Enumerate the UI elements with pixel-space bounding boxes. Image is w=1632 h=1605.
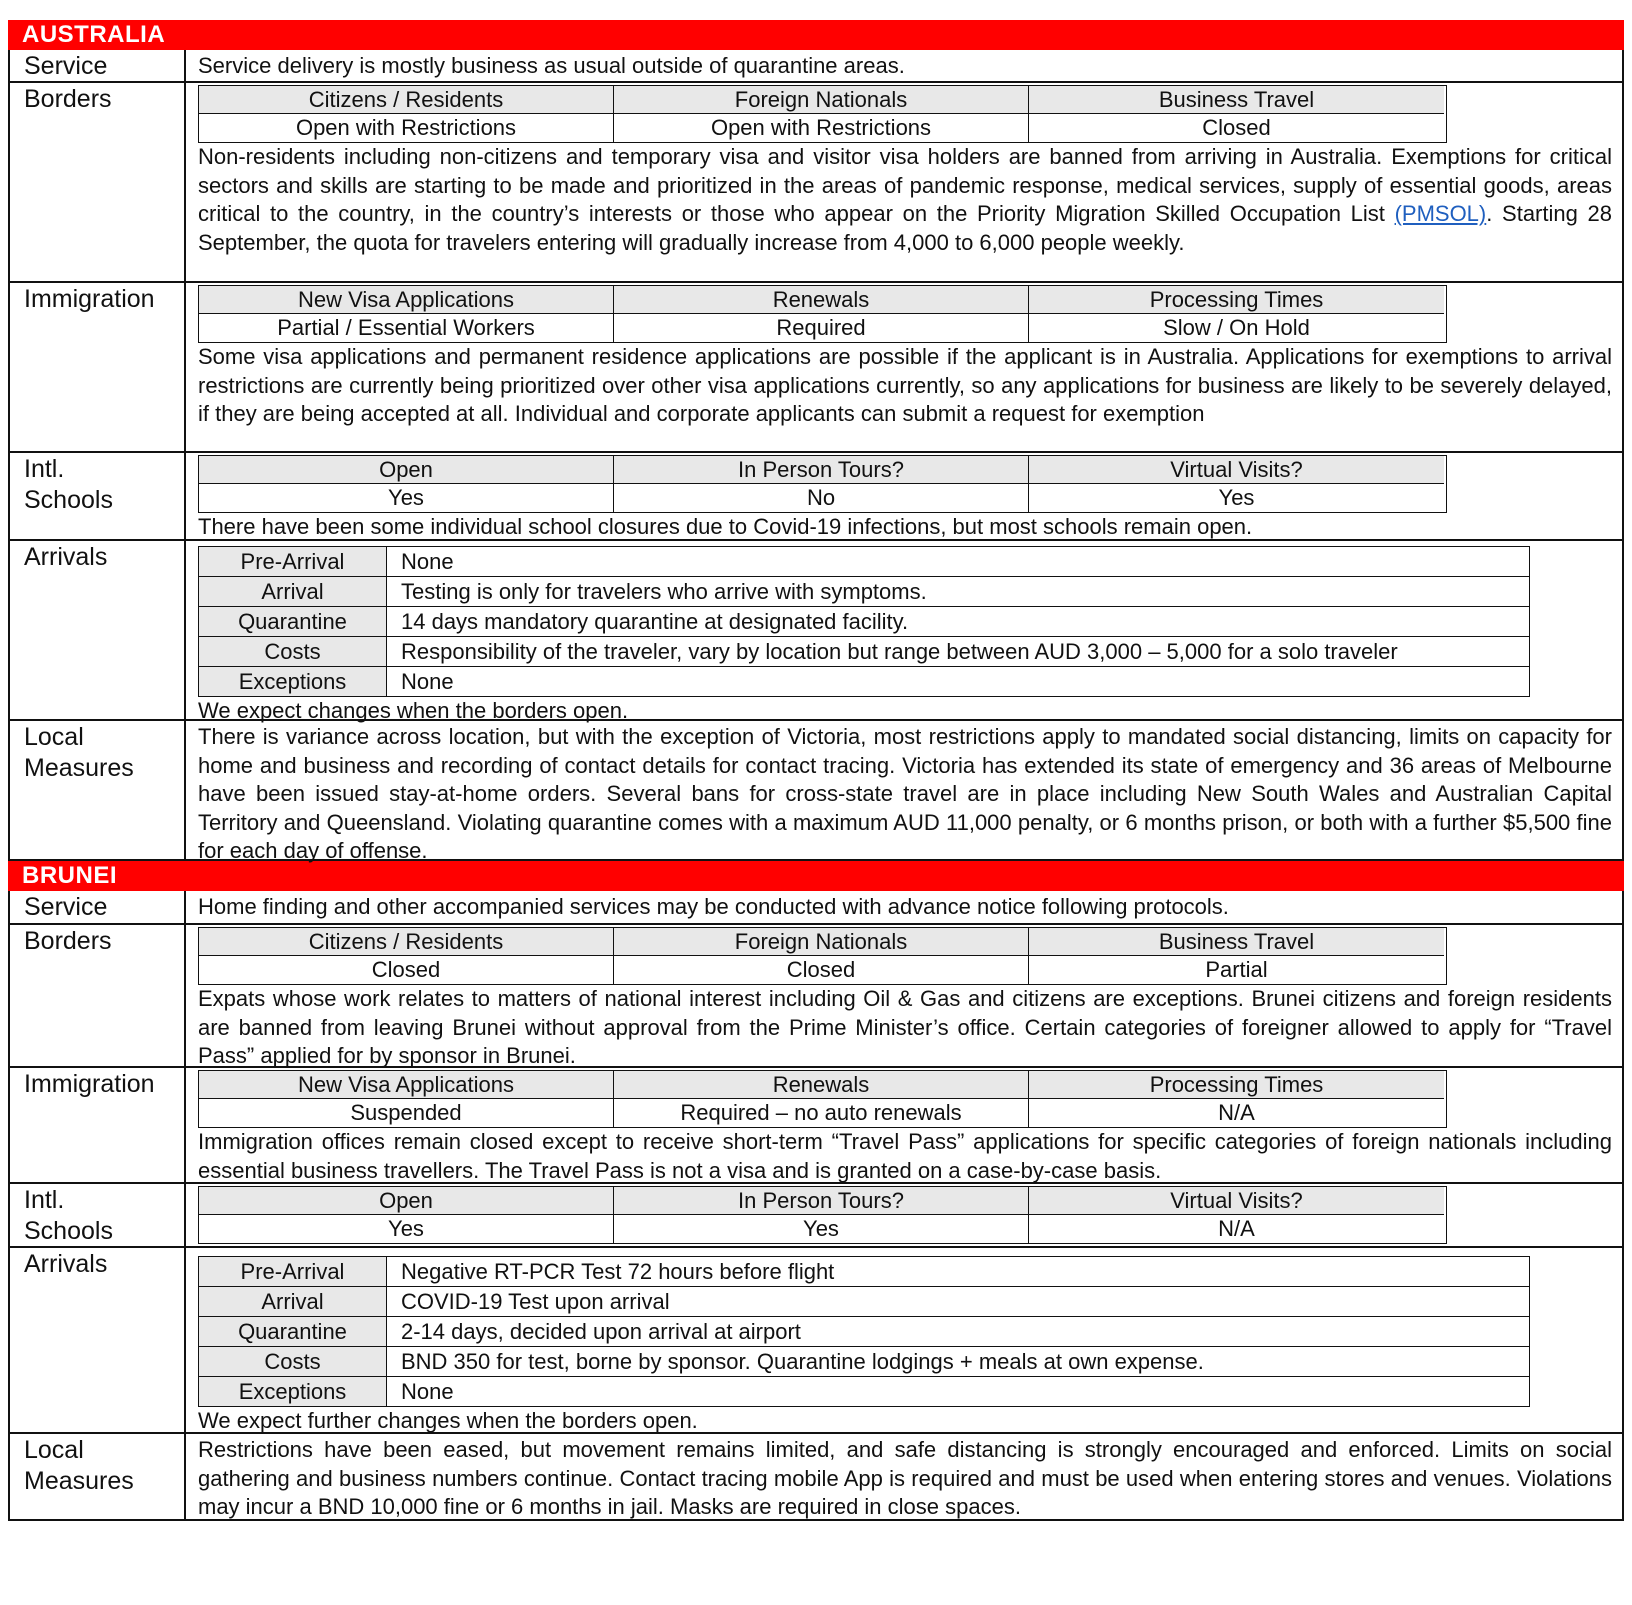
table-cell: Partial xyxy=(1205,957,1268,982)
table-cell: Suspended xyxy=(199,1099,614,1127)
service-text: Service delivery is mostly business as usual outside of quarantine areas. xyxy=(198,53,905,78)
section-borders xyxy=(8,83,1624,283)
table-header: New Visa Applications xyxy=(199,1071,614,1099)
borders-status-table xyxy=(198,85,1447,143)
table-cell: Closed xyxy=(1202,115,1271,140)
table-cell: Closed xyxy=(614,956,1029,984)
table-row xyxy=(199,666,1529,696)
table-cell: Slow / On Hold xyxy=(1163,315,1310,340)
section-label: Arrivals xyxy=(10,541,186,719)
row-key: Arrival xyxy=(199,1287,387,1316)
table-header: Processing Times xyxy=(1029,1071,1444,1099)
document-page xyxy=(8,20,1624,1521)
borders-status-table xyxy=(198,927,1447,985)
table-row xyxy=(199,606,1529,636)
table-header: Foreign Nationals xyxy=(614,928,1029,956)
table-cell: Closed xyxy=(199,956,614,984)
table-row xyxy=(199,1346,1529,1376)
table-cell: Open with Restrictions xyxy=(614,114,1029,142)
table-header: Citizens / Residents xyxy=(199,928,614,956)
borders-text-part: . Starting 28 September, the quota for travelers entering will gradually increase from 4,000 to 6,000 people weekly. xyxy=(198,201,1612,255)
section-service xyxy=(8,891,1624,925)
arrivals-table xyxy=(198,546,1530,697)
row-value: None xyxy=(401,549,454,574)
table-cell: Partial / Essential Workers xyxy=(199,314,614,342)
table-cell: Yes xyxy=(199,484,614,512)
table-header: Business Travel xyxy=(1029,928,1444,956)
table-row xyxy=(199,1376,1529,1406)
section-immigration xyxy=(8,1068,1624,1184)
table-header: Virtual Visits? xyxy=(1029,1187,1444,1215)
country-header: BRUNEI xyxy=(8,861,1624,891)
immigration-text: Immigration offices remain closed except to receive short-term “Travel Pass” applications for specific categories of foreign nationals including essential business travellers. The Travel Pass is not a visa and is granted on a case-by-case basis. xyxy=(198,1129,1612,1183)
local-measures-text: There is variance across location, but with the exception of Victoria, most restrictions apply to mandated social distancing, limits on capacity for home and business and recording of contact details for contact tracing. Victoria has extended its state of emergency and 36 areas of Melbourne have been issued stay-at-home orders. Several bans for cross-state travel are in place including New South Wales and Australian Capital Territory and Queensland. Violating quarantine comes with a maximum AUD 11,000 penalty, or 6 months prison, or both with a further $5,500 fine for each day of offense. xyxy=(198,724,1612,863)
immigration-status-table xyxy=(198,285,1447,343)
table-header: Open xyxy=(199,1187,614,1215)
table-cell: N/A xyxy=(1218,1216,1255,1241)
section-local-measures xyxy=(8,1434,1624,1521)
immigration-text: Some visa applications and permanent residence applications are possible if the applicant is in Australia. Applications for exemptions to arrival restrictions are currently being prioritized over other visa applications currently, so any applications for business are likely to be severely delayed, if they are being accepted at all. Individual and corporate applicants can submit a request for exemption xyxy=(198,344,1612,426)
row-key: Costs xyxy=(199,637,387,666)
arrivals-table xyxy=(198,1256,1530,1407)
row-value: Testing is only for travelers who arrive with symptoms. xyxy=(401,579,927,604)
section-schools xyxy=(8,1184,1624,1248)
row-value: None xyxy=(401,669,454,694)
section-label: Borders xyxy=(10,925,186,1066)
table-header: Renewals xyxy=(614,1071,1029,1099)
row-value: None xyxy=(401,1379,454,1404)
table-header: Renewals xyxy=(614,286,1029,314)
section-label: Local Measures xyxy=(10,721,186,859)
borders-text-part: Non-residents including non-citizens and temporary visa and visitor visa holders are banned from arriving in Australia. Exemptions for critical sectors and skills are starting to be made and prioritized in the areas of pandemic response, medical services, supply of essential goods, areas critical to the country, in the country’s interests or those who appear on the Priority Migration Skilled Occupation List xyxy=(198,144,1612,226)
section-label: Service xyxy=(10,891,186,923)
table-cell: Yes xyxy=(614,1215,1029,1243)
table-cell: Yes xyxy=(199,1215,614,1243)
table-row xyxy=(199,1286,1529,1316)
schools-status-table xyxy=(198,1186,1447,1244)
section-arrivals xyxy=(8,541,1624,721)
section-label: Intl. Schools xyxy=(10,453,186,539)
section-label: Borders xyxy=(10,83,186,281)
schools-text: There have been some individual school closures due to Covid-19 infections, but most schools remain open. xyxy=(198,514,1253,539)
table-cell: Required – no auto renewals xyxy=(614,1099,1029,1127)
table-cell: Required xyxy=(614,314,1029,342)
pmsol-link[interactable]: (PMSOL) xyxy=(1394,201,1487,226)
arrivals-text: We expect changes when the borders open. xyxy=(198,698,629,723)
table-header: In Person Tours? xyxy=(614,456,1029,484)
section-arrivals xyxy=(8,1248,1624,1434)
table-header: In Person Tours? xyxy=(614,1187,1029,1215)
table-header: Open xyxy=(199,456,614,484)
section-borders xyxy=(8,925,1624,1068)
local-measures-text: Restrictions have been eased, but movement remains limited, and safe distancing is strongly encouraged and enforced. Limits on social gathering and business numbers continue. Contact tracing mobile App is required and must be used when entering stores and venues. Violations may incur a BND 10,000 fine or 6 months in jail. Masks are required in close spaces. xyxy=(198,1437,1612,1519)
row-value: BND 350 for test, borne by sponsor. Quarantine lodgings + meals at own expense. xyxy=(401,1349,1204,1374)
table-row xyxy=(199,1257,1529,1286)
arrivals-text: We expect further changes when the borders open. xyxy=(198,1408,698,1433)
row-key: Costs xyxy=(199,1347,387,1376)
section-label: Arrivals xyxy=(10,1248,186,1432)
section-label: Intl. Schools xyxy=(10,1184,186,1246)
row-key: Exceptions xyxy=(199,667,387,696)
table-header: Virtual Visits? xyxy=(1029,456,1444,484)
row-value: Negative RT-PCR Test 72 hours before flight xyxy=(401,1259,835,1284)
table-header: Business Travel xyxy=(1029,86,1444,114)
section-label: Immigration xyxy=(10,283,186,451)
section-label: Service xyxy=(10,50,186,81)
schools-status-table xyxy=(198,455,1447,513)
table-row xyxy=(199,547,1529,576)
borders-text xyxy=(198,143,1612,257)
table-row xyxy=(199,1316,1529,1346)
country-brunei xyxy=(8,861,1624,1521)
country-header: AUSTRALIA xyxy=(8,20,1624,50)
immigration-status-table xyxy=(198,1070,1447,1128)
section-label: Immigration xyxy=(10,1068,186,1182)
table-row xyxy=(199,636,1529,666)
table-row xyxy=(199,576,1529,606)
table-header: Citizens / Residents xyxy=(199,86,614,114)
borders-text: Expats whose work relates to matters of national interest including Oil & Gas and citizens are exceptions. Brunei citizens and foreign residents are banned from leaving Brunei without approval from the Prime Minister’s office. Certain categories of foreigner allowed to apply for “Travel Pass” applied for by sponsor in Brunei. xyxy=(198,986,1612,1068)
row-key: Pre-Arrival xyxy=(199,547,387,576)
row-key: Quarantine xyxy=(199,607,387,636)
row-key: Exceptions xyxy=(199,1377,387,1406)
section-immigration xyxy=(8,283,1624,453)
section-label: Local Measures xyxy=(10,1434,186,1519)
row-value: Responsibility of the traveler, vary by location but range between AUD 3,000 – 5,000 for a solo traveler xyxy=(401,639,1398,664)
row-value: 14 days mandatory quarantine at designated facility. xyxy=(401,609,909,634)
section-service xyxy=(8,50,1624,83)
section-local-measures xyxy=(8,721,1624,861)
table-cell: N/A xyxy=(1218,1100,1255,1125)
row-key: Quarantine xyxy=(199,1317,387,1346)
table-cell: No xyxy=(614,484,1029,512)
row-key: Arrival xyxy=(199,577,387,606)
table-cell: Open with Restrictions xyxy=(199,114,614,142)
section-schools xyxy=(8,453,1624,541)
table-header: Processing Times xyxy=(1029,286,1444,314)
service-text: Home finding and other accompanied services may be conducted with advance notice following protocols. xyxy=(198,894,1229,919)
row-value: COVID-19 Test upon arrival xyxy=(401,1289,670,1314)
row-key: Pre-Arrival xyxy=(199,1257,387,1286)
table-cell: Yes xyxy=(1218,485,1255,510)
table-header: New Visa Applications xyxy=(199,286,614,314)
row-value: 2-14 days, decided upon arrival at airport xyxy=(401,1319,801,1344)
table-header: Foreign Nationals xyxy=(614,86,1029,114)
country-australia xyxy=(8,20,1624,861)
